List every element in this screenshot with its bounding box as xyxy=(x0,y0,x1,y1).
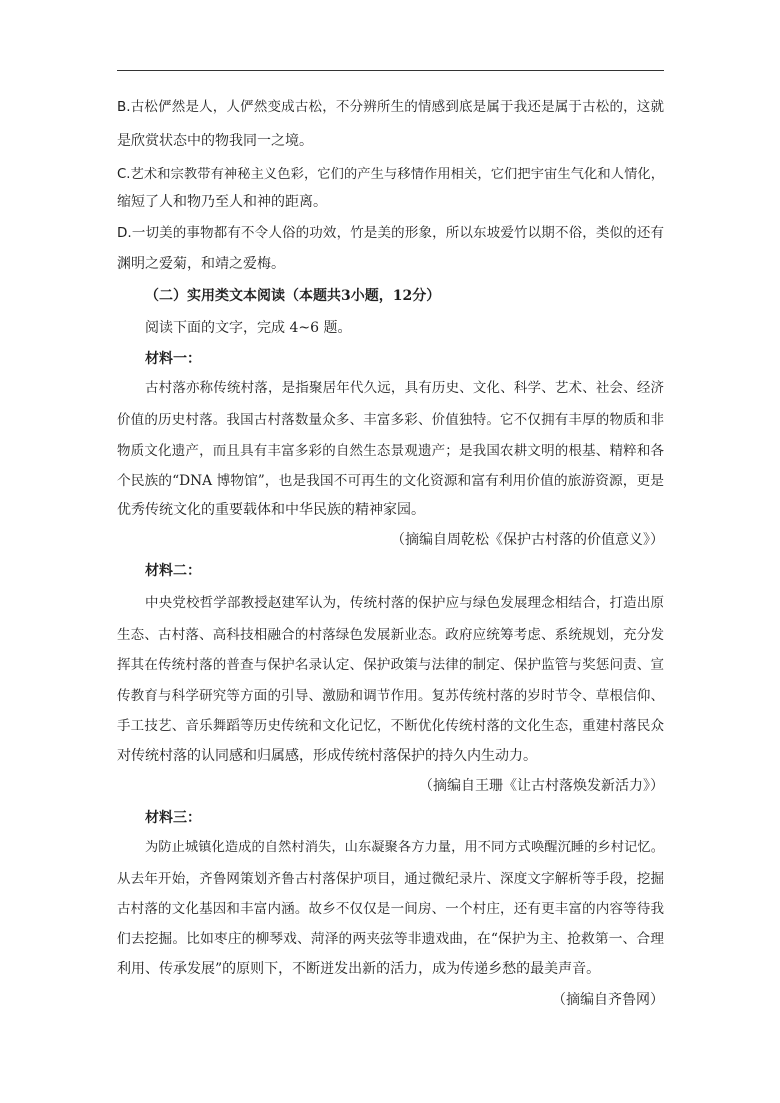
material2-label: 材料二： xyxy=(145,563,201,579)
material2-line: 挥其在传统村落的普查与保护名录认定、保护政策与法律的制定、保护监管与奖惩问责、宣 xyxy=(117,657,664,673)
option-c-line2: 缩短了人和物乃至人和神的距离。 xyxy=(117,194,327,210)
material2-line: 传教育与科学研究等方面的引导、激励和调节作用。复苏传统村落的岁时节令、草根信仰、 xyxy=(117,688,664,704)
material1-line: 优秀传统文化的重要载体和中华民族的精神家园。 xyxy=(117,502,425,518)
material3-line: 为防止城镇化造成的自然村消失，山东凝聚各方力量，用不同方式唤醒沉睡的乡村记忆。 xyxy=(145,840,664,855)
material3-label: 材料三： xyxy=(145,810,201,826)
material1-line: 个民族的“DNA 博物馆”，也是我国不可再生的文化资源和富有利用价值的旅游资源，更是 xyxy=(117,473,664,489)
option-d-line2: 渊明之爱菊，和靖之爱梅。 xyxy=(117,256,285,272)
option-b-line2: 是欣赏状态中的物我同一之境。 xyxy=(117,133,313,149)
section-heading: （二）实用类文本阅读（本题共3小题，12分） xyxy=(145,288,441,304)
material1-line: 古村落亦称传统村落，是指聚居年代久远，具有历史、文化、科学、艺术、社会、经济 xyxy=(145,380,664,396)
material2-line: 中央党校哲学部教授赵建军认为，传统村落的保护应与绿色发展理念相结合，打造出原 xyxy=(145,595,664,611)
material2-line: 手工技艺、音乐舞蹈等历史传统和文化记忆，不断优化传统村落的文化生态，重建村落民众 xyxy=(117,718,664,734)
material1-line: 价值的历史村落。我国古村落数量众多、丰富多彩、价值独特。它不仅拥有丰厚的物质和非 xyxy=(117,412,664,428)
material1-source: （摘编自周乾松《保护古村落的价值意义》） xyxy=(391,532,664,548)
material3-line: 古村落的文化基因和丰富内涵。故乡不仅仅是一间房、一个村庄，还有更丰富的内容等待我 xyxy=(117,901,664,917)
header-rule xyxy=(117,70,664,71)
option-c-line1: C.艺术和宗教带有神秘主义色彩，它们的产生与移情作用相关，它们把宇宙生气化和人情化， xyxy=(117,167,664,182)
material2-source: （摘编自王珊《让古村落焕发新活力》） xyxy=(419,778,664,794)
material2-line: 对传统村落的认同感和归属感，形成传统村落保护的持久内生动力。 xyxy=(117,748,537,764)
section-instruction: 阅读下面的文字，完成 4~6 题。 xyxy=(145,320,352,336)
material3-line: 们去挖掘。比如枣庄的柳琴戏、菏泽的两夹弦等非遗戏曲，在“保护为主、抢救第一、合理 xyxy=(117,931,664,947)
material2-line: 生态、古村落、高科技相融合的村落绿色发展新业态。政府应统筹考虑、系统规划，充分发 xyxy=(117,627,664,643)
option-b-line1: B.古松俨然是人，人俨然变成古松，不分辨所生的情感到底是属于我还是属于古松的，这就 xyxy=(117,99,664,115)
option-d-line1: D.一切美的事物都有不令人俗的功效，竹是美的形象，所以东坡爱竹以期不俗，类似的还有 xyxy=(117,225,664,241)
material1-line: 物质文化遗产，而且具有丰富多彩的自然生态景观遗产；是我国农耕文明的根基、精粹和各 xyxy=(117,443,664,459)
material3-source: （摘编自齐鲁网） xyxy=(552,992,664,1008)
material1-label: 材料一： xyxy=(145,351,201,367)
material3-line: 利用、传承发展”的原则下，不断迸发出新的活力，成为传递乡愁的最美声音。 xyxy=(117,961,601,977)
material3-line: 从去年开始，齐鲁网策划齐鲁古村落保护项目，通过微纪录片、深度文字解析等手段，挖掘 xyxy=(117,871,664,887)
